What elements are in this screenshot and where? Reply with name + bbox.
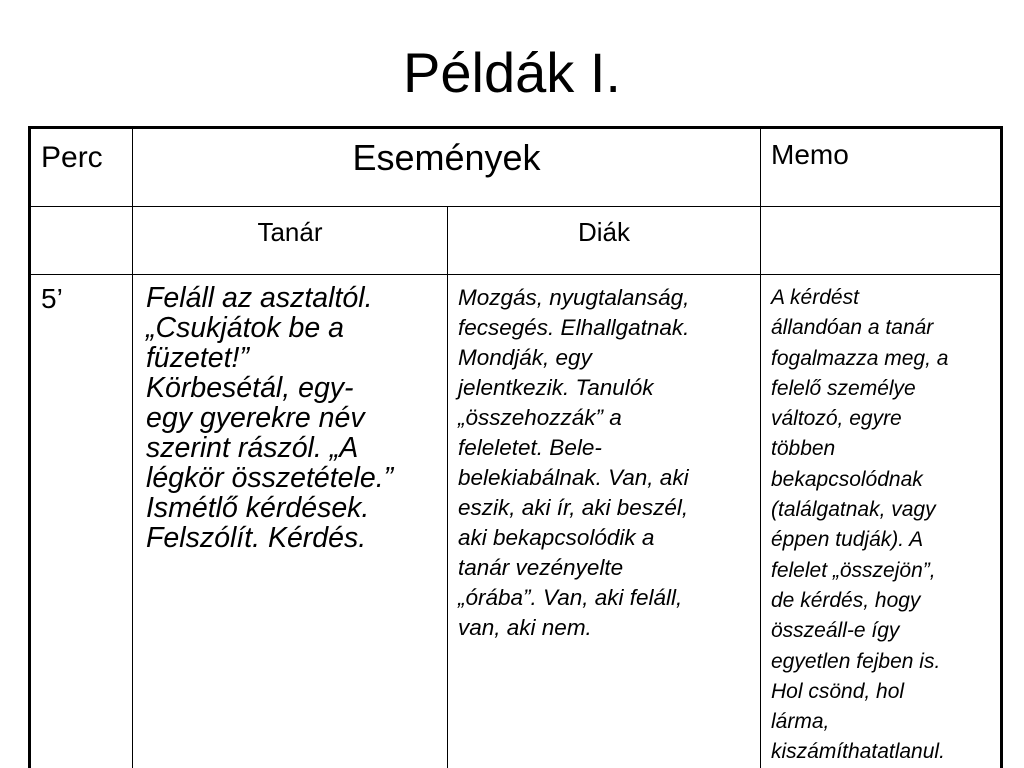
text-line: szerint rászól. „A — [146, 432, 359, 464]
subheader-row — [30, 207, 1002, 275]
table-row — [30, 275, 1002, 768]
text-line: de kérdés, hogy — [771, 588, 921, 612]
text-line: „Csukjátok be a — [146, 312, 345, 344]
cell-diak — [448, 275, 761, 768]
text-line: állandóan a tanár — [771, 316, 934, 340]
text-line: Mondják, egy — [458, 345, 592, 370]
text-line: aki bekapcsolódik a — [458, 525, 655, 550]
text-line: A kérdést — [771, 286, 859, 309]
text-line: Hol csönd, hol — [771, 679, 905, 703]
text-line: bekapcsolódnak — [771, 467, 923, 491]
text-line: belekiabálnak. Van, aki — [458, 465, 689, 490]
text-line: lárma, — [771, 710, 830, 734]
text-line: Ismétlő kérdések. — [146, 492, 370, 524]
text-line: jelentkezik. Tanulók — [458, 375, 654, 400]
text-line: Mozgás, nyugtalanság, — [458, 285, 690, 310]
subheader-empty-memo — [761, 207, 1002, 275]
text-line: Felszólít. Kérdés. — [146, 522, 367, 554]
text-line: eszik, aki ír, aki beszél, — [458, 495, 689, 520]
text-line: fogalmazza meg, a — [771, 346, 949, 370]
text-line: többen — [771, 437, 836, 461]
text-line: változó, egyre — [771, 407, 902, 431]
diak-lines — [458, 283, 754, 643]
events-table — [28, 126, 1003, 768]
header-esemenyek: Események — [133, 128, 761, 207]
text-line: légkör összetétele.” — [146, 462, 394, 494]
cell-perc: 5’ — [30, 275, 133, 768]
memo-lines — [771, 283, 994, 768]
text-line: egy gyerekre név — [146, 402, 365, 434]
text-line: „összehozzák” a — [458, 405, 622, 430]
subheader-tanar: Tanár — [133, 207, 448, 275]
text-line: füzetet!” — [146, 342, 249, 374]
subheader-empty-perc — [30, 207, 133, 275]
text-line: tanár vezényelte — [458, 555, 624, 580]
cell-memo — [761, 275, 1002, 768]
text-line: Körbesétál, egy- — [146, 372, 354, 404]
subheader-diak: Diák — [448, 207, 761, 275]
text-line: fecsegés. Elhallgatnak. — [458, 315, 690, 340]
text-line: kiszámíthatatlanul. — [771, 740, 945, 764]
text-line: egyetlen fejben is. — [771, 649, 941, 673]
text-line: (találgatnak, vagy — [771, 498, 936, 522]
text-line: éppen tudják). A — [771, 528, 924, 552]
header-row — [30, 128, 1002, 207]
text-line: „órába”. Van, aki feláll, — [458, 585, 683, 610]
header-memo: Memo — [761, 128, 1002, 207]
text-line: felelő személye — [771, 376, 916, 400]
text-line: van, aki nem. — [458, 615, 592, 640]
slide-title: Példák I. — [403, 41, 621, 104]
header-perc: Perc — [30, 128, 133, 207]
text-line: feleletet. Bele- — [458, 435, 602, 460]
text-line: Feláll az asztaltól. — [146, 282, 373, 314]
text-line: felelet „összejön”, — [771, 558, 936, 582]
cell-tanar — [133, 275, 448, 768]
tanar-lines — [146, 283, 441, 553]
text-line: összeáll-e így — [771, 619, 900, 643]
